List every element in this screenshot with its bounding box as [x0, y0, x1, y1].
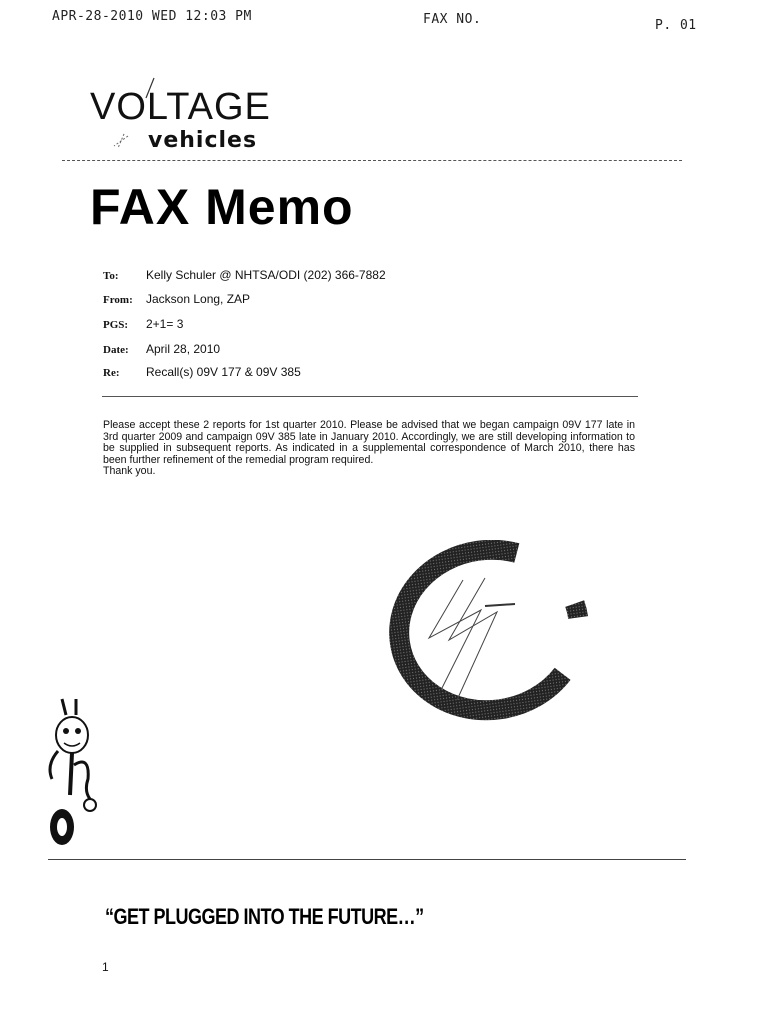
logo-vehicles-text: vehicles [148, 128, 258, 153]
pgs-label: PGS: [103, 319, 129, 331]
memo-body [103, 420, 635, 478]
footer-divider [48, 859, 686, 860]
logo-divider [62, 160, 682, 161]
to-label: To: [103, 270, 119, 282]
slogan: “GET PLUGGED INTO THE FUTURE…” [105, 904, 424, 929]
page-number: 1 [102, 960, 109, 974]
re-value: Recall(s) 09V 177 & 09V 385 [146, 365, 301, 379]
from-value: Jackson Long, ZAP [146, 292, 251, 306]
re-label: Re: [103, 367, 120, 379]
voltage-vehicles-logo [88, 76, 318, 156]
fax-datetime: APR-28-2010 WED 12:03 PM [52, 9, 252, 24]
fax-number-label: FAX NO. [423, 12, 482, 27]
from-label: From: [103, 294, 133, 306]
pgs-value: 2+1= 3 [146, 317, 184, 331]
lightning-circle-logo-icon [385, 540, 595, 730]
logo-voltage-text: VOLTAGE [90, 86, 271, 128]
fields-divider [102, 396, 638, 397]
date-label: Date: [103, 344, 129, 356]
memo-closing: Thank you. [103, 465, 156, 477]
fax-page-indicator: P. 01 [655, 18, 697, 33]
memo-title: FAX Memo [90, 179, 354, 235]
plug-mascot-icon [40, 695, 110, 855]
date-value: April 28, 2010 [146, 342, 221, 356]
memo-body-paragraph: Please accept these 2 reports for 1st quarter 2010. Please be advised that we began campaign 09V 177 late in 3rd quarter 2009 and campaign 09V 385 late in January 2010. Accordingly, we are still developing information to be supplied in subsequent reports. As indicated in a supplemental correspondence of March 2010, there has been further refinement of the remedial program required. [103, 419, 635, 466]
to-value: Kelly Schuler @ NHTSA/ODI (202) 366-7882 [146, 268, 386, 282]
